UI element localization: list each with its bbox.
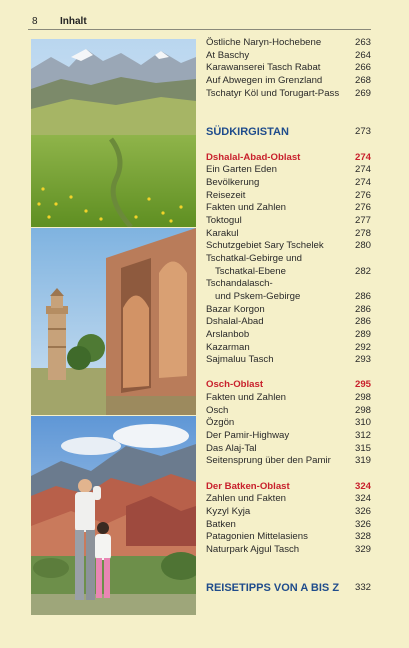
toc-entry[interactable] (206, 392, 371, 405)
toc-entry-title: Reisezeit (206, 189, 246, 201)
toc-entry[interactable] (206, 190, 371, 203)
toc-entry[interactable] (206, 75, 371, 88)
toc-entry-title: Dshalal-Abad (206, 316, 264, 328)
toc-entry-page: 286 (354, 290, 371, 302)
toc-entry-title: Kyzyl Kyja (206, 505, 251, 517)
toc-entry[interactable] (206, 202, 371, 215)
toc-entry-title: Naturpark Ajgul Tasch (206, 543, 300, 555)
toc-entry[interactable] (206, 304, 371, 317)
toc-entry[interactable] (206, 342, 371, 355)
toc-entry-page: 319 (354, 455, 371, 467)
page-number: 8 (32, 16, 38, 27)
toc-entry[interactable] (206, 164, 371, 177)
toc-entry-title: Patagonien Mittelasiens (206, 531, 308, 543)
toc-entry[interactable] (206, 443, 371, 456)
toc-entry-page: 286 (354, 303, 371, 315)
toc-entry-page: 310 (354, 417, 371, 429)
toc-entry-page: 269 (354, 87, 371, 99)
toc-entry[interactable] (206, 519, 371, 532)
toc-entry[interactable] (206, 50, 371, 63)
toc-entry-title: Auf Abwegen im Grenzland (206, 74, 323, 86)
toc-entry-page: 280 (354, 240, 371, 252)
toc-entry-title: Batken (206, 518, 236, 530)
toc-section-heading[interactable] (206, 582, 371, 595)
toc-entry-title: REISETIPPS VON A BIS Z (206, 581, 340, 594)
toc-spacer (206, 557, 371, 570)
toc-entry-page: 292 (354, 341, 371, 353)
toc-entry-title: Der Pamir-Highway (206, 430, 290, 442)
toc-entry-page: 295 (354, 379, 371, 391)
toc-entry-page: 286 (354, 316, 371, 328)
toc-entry-title: Östliche Naryn-Hochebene (206, 37, 322, 48)
toc-entry-title: Tschandalasch- (206, 278, 273, 290)
toc-entry[interactable] (206, 62, 371, 75)
toc-entry-title: Zahlen und Fakten (206, 493, 287, 505)
toc-entry-page: 289 (354, 328, 371, 340)
toc-entry-page: 312 (354, 430, 371, 442)
toc-region-heading[interactable] (206, 379, 371, 392)
toc-entry[interactable] (206, 215, 371, 228)
toc-entry[interactable] (206, 430, 371, 443)
toc-entry-page: 276 (354, 189, 371, 201)
toc-entry[interactable] (206, 177, 371, 190)
toc-entry-page: 328 (354, 531, 371, 543)
header-divider (28, 29, 371, 30)
toc-entry[interactable] (206, 253, 371, 266)
toc-entry[interactable] (206, 266, 371, 279)
toc-entry-title: Özgön (206, 417, 235, 429)
toc-entry-title: Das Alaj-Tal (206, 442, 257, 454)
toc-entry[interactable] (206, 531, 371, 544)
toc-entry-page: 315 (354, 442, 371, 454)
toc-entry-title: Fakten und Zahlen (206, 202, 287, 214)
toc-entry[interactable] (206, 37, 371, 50)
toc-entry-page: 298 (354, 404, 371, 416)
toc-entry-page: 266 (354, 62, 371, 74)
toc-entry-page: 263 (354, 37, 371, 48)
toc-entry-page: 282 (354, 265, 371, 277)
toc-entry-title: Bazar Korgon (206, 303, 265, 315)
toc-entry-page: 276 (354, 202, 371, 214)
toc-entry[interactable] (206, 493, 371, 506)
toc-entry-page: 274 (354, 164, 371, 176)
toc-entry-title: Arslanbob (206, 328, 250, 340)
toc-entry-page: 326 (354, 518, 371, 530)
toc-region-heading[interactable] (206, 152, 371, 165)
toc-entry-page: 273 (354, 126, 371, 138)
toc-entry-title: Fakten und Zahlen (206, 392, 287, 404)
page-title: Inhalt (60, 16, 87, 27)
toc-entry[interactable] (206, 240, 371, 253)
toc-entry[interactable] (206, 354, 371, 367)
toc-entry-page: 268 (354, 74, 371, 86)
toc-entry-title: Sajmaluu Tasch (206, 354, 274, 366)
toc-entry-title: Bevölkerung (206, 177, 260, 189)
toc-entry-page: 329 (354, 543, 371, 555)
toc-entry-page: 264 (354, 49, 371, 61)
toc-entry-title: Karakul (206, 227, 239, 239)
toc-entry-page: 332 (354, 581, 371, 593)
toc-entry[interactable] (206, 316, 371, 329)
toc-entry-page: 274 (354, 177, 371, 189)
toc-entry-page: 277 (354, 215, 371, 226)
toc-entry[interactable] (206, 329, 371, 342)
toc-entry-page: 278 (354, 227, 371, 239)
toc-entry[interactable] (206, 544, 371, 557)
toc-entry-title: At Baschy (206, 49, 250, 61)
toc-entry[interactable] (206, 455, 371, 468)
toc-spacer (206, 100, 371, 114)
toc-spacer (206, 468, 371, 481)
toc-entry[interactable] (206, 278, 371, 291)
toc-entry[interactable] (206, 88, 371, 101)
toc-entry-title: Tschatkal-Gebirge und (206, 252, 302, 264)
toc-spacer (206, 114, 371, 127)
toc-region-heading[interactable] (206, 481, 371, 494)
toc-entry-title: Tschatkal-Ebene (215, 265, 286, 277)
toc-section-heading[interactable] (206, 126, 371, 139)
toc-entry-page: 326 (354, 505, 371, 517)
mountain-valley-photo (31, 39, 196, 227)
red-mountains-travelers-photo (31, 416, 196, 615)
toc-entry-title: Schutzgebiet Sary Tschelek (206, 240, 324, 252)
toc-entry[interactable] (206, 417, 371, 430)
toc-entry-page: 324 (354, 480, 371, 492)
toc-entry[interactable] (206, 506, 371, 519)
toc-entry-title: Der Batken-Oblast (206, 480, 290, 492)
toc-entry-page: 324 (354, 493, 371, 505)
toc-spacer (206, 139, 371, 152)
toc-entry-title: Ein Garten Eden (206, 164, 277, 176)
table-of-contents (206, 37, 371, 594)
toc-entry-title: Osch-Oblast (206, 379, 264, 391)
toc-entry-title: Osch (206, 404, 229, 416)
photo-column (31, 39, 196, 615)
toc-entry-title: Dshalal-Abad-Oblast (206, 151, 301, 163)
toc-spacer (206, 367, 371, 380)
toc-entry-title: Kazarman (206, 341, 250, 353)
toc-entry-page: 293 (354, 354, 371, 366)
toc-entry-title: Toktogul (206, 215, 242, 226)
toc-entry-title: Karawanserei Tasch Rabat (206, 62, 321, 74)
toc-entry[interactable] (206, 405, 371, 418)
toc-entry[interactable] (206, 291, 371, 304)
toc-entry-page: 274 (354, 151, 371, 163)
toc-entry-title: Seitensprung über den Pamir (206, 455, 331, 467)
toc-entry-title: und Pskem-Gebirge (215, 290, 301, 302)
toc-spacer (206, 569, 371, 582)
toc-entry-page: 298 (354, 392, 371, 404)
toc-entry-title: SÜDKIRGISTAN (206, 126, 289, 139)
minaret-caravanserai-photo (31, 228, 196, 415)
toc-entry[interactable] (206, 228, 371, 241)
toc-entry-title: Tschatyr Köl und Torugart-Pass (206, 87, 340, 99)
